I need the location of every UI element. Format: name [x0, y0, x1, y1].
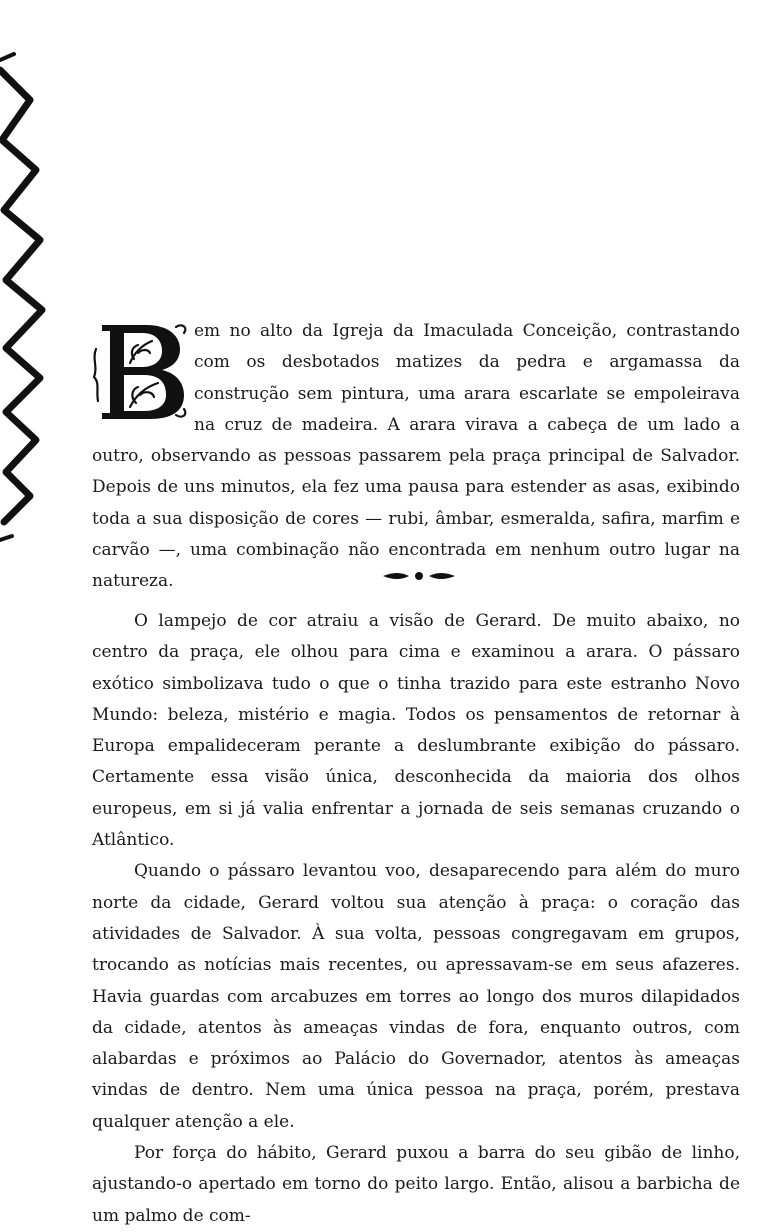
paragraph-lampejo: O lampejo de cor atraiu a visão de Gerard. De muito abaixo, no centro da praça, ele olhou para cima e examinou a arara. O pássaro exótico simbolizava tudo o que o tinha trazido para este estranho Novo Mundo: beleza, mistério e magia. Todos os pensamentos de retornar à Europa empalideceram perante a deslumbrante exibição do pássaro. Certamente essa visão única, desconhecida da maioria dos olhos europeus, em si já valia enfrentar a jornada de seis semanas cruzando o Atlântico. — [92, 611, 740, 851]
opening-paragraph-block — [92, 316, 740, 598]
paragraph-passaro: Quando o pássaro levantou voo, desaparecendo para além do muro norte da cidade, Gerard voltou sua atenção à praça: o coração das atividades de Salvador. À sua volta, pessoas congregavam em grupos, trocando as notícias mais recentes, ou apressavam-se em seus afazeres. Havia guardas com arcabuzes em torres ao longo dos muros dilapidados da cidade, atentos às ameaças vindas de fora, enquanto outros, com alabardas e próximos ao Palácio do Governador, atentos às ameaças vindas de dentro. Nem uma única pessoa na praça, porém, prestava qualquer atenção a ele. — [92, 861, 740, 1132]
leaf-border-illustration-icon — [0, 40, 70, 560]
section-divider-ornament-icon — [383, 569, 455, 583]
paragraph-opening: em no alto da Igreja da Imaculada Conceição, contrastando com os desbotados matizes da pedra e argamassa da construção sem pintura, uma arara escarlate se empoleirava na cruz de madeira. A arara virava a cabeça de um lado a outro, observando as pessoas passarem pela praça principal de Salvador. Depois de uns minutos, ela fez uma pausa para estender as asas, exibindo toda a sua disposição de cores — rubi, âmbar, esmeralda, safira, marfim e carvão —, uma combinação não encontrada em nenhum outro lugar na natureza. — [92, 321, 740, 592]
paragraph-habito: Por força do hábito, Gerard puxou a barra do seu gibão de linho, ajustando-o apertado em torno do peito largo. Então, alisou a barbicha de um palmo de com- — [92, 1143, 740, 1226]
body-text-block — [92, 606, 740, 1232]
dropcap-b-ornate-icon — [92, 319, 188, 421]
